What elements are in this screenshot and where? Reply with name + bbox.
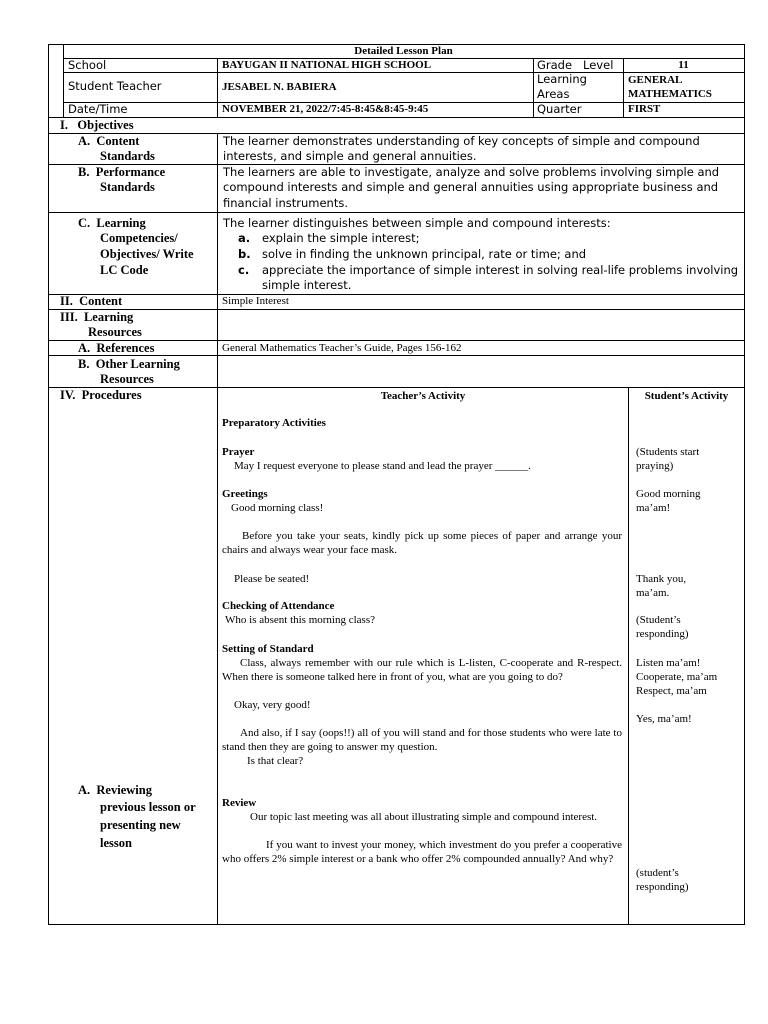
- competencies-label-1: C. Learning: [78, 216, 146, 230]
- preparatory-activities-title: Preparatory Activities: [222, 417, 326, 429]
- competencies-intro: The learner distinguishes between simple and compound interests:: [223, 216, 611, 230]
- item-c-text-2: simple interest.: [262, 278, 352, 292]
- greetings-title: Greetings: [222, 488, 268, 500]
- student-teacher-value: JESABEL N. BABIERA: [222, 81, 337, 93]
- student-listen: Listen ma’am!: [636, 657, 701, 669]
- school-label: School: [68, 58, 107, 72]
- performance-standards-label-1: B. Performance: [78, 165, 166, 179]
- lesson-plan-title: Detailed Lesson Plan: [354, 45, 453, 57]
- invest-question-text: If you want to invest your money, which investment do you prefer a cooperative who offers 2% simple interest or a bank who offer 2% compounded annually? And why?: [222, 839, 622, 865]
- content-standards-text-2: interests, and simple and general annuities.: [223, 149, 477, 163]
- okay-good-text: Okay, very good!: [234, 699, 311, 711]
- quarter-label: Quarter: [537, 102, 582, 116]
- student-responding2-2: responding): [636, 881, 689, 893]
- student-yes: Yes, ma’am!: [636, 713, 692, 725]
- other-resources-label-1: B. Other Learning: [78, 357, 180, 371]
- student-cooperate: Cooperate, ma’am: [636, 671, 718, 683]
- procedures-heading: IV. Procedures: [60, 388, 142, 402]
- grade-value: 11: [678, 59, 689, 71]
- review-text: Our topic last meeting was all about illustrating simple and compound interest.: [250, 811, 598, 823]
- grade-label: Grade Level: [537, 58, 614, 72]
- student-prayer-1: (Students start: [636, 446, 700, 458]
- competencies-label-4: LC Code: [100, 263, 149, 277]
- content-standards-text-1: The learner demonstrates understanding of key concepts of simple and compound: [223, 134, 700, 148]
- attendance-title: Checking of Attendance: [222, 600, 335, 612]
- review-title: Review: [222, 797, 257, 809]
- student-greet-1: Good morning: [636, 488, 701, 500]
- performance-standards-text-1: The learners are able to investigate, analyze and solve problems involving simple and: [223, 165, 720, 179]
- learning-areas-label-2: Areas: [537, 87, 570, 101]
- item-c-text-1: appreciate the importance of simple interest in solving real-life problems involving: [262, 263, 739, 277]
- reviewing-label-2: previous lesson or: [100, 800, 196, 814]
- date-time-label: Date/Time: [68, 102, 128, 116]
- learning-areas-label-1: Learning: [537, 72, 587, 86]
- attendance-text: Who is absent this morning class?: [225, 614, 376, 626]
- oops-rule-text: And also, if I say (oops!!) all of you will stand and for those students who were late to stand then they are going to answer my question.: [222, 727, 622, 753]
- student-responding2-1: (student’s: [636, 867, 679, 879]
- setting-standard-title: Setting of Standard: [222, 643, 314, 655]
- reviewing-label-3: presenting new: [100, 818, 181, 832]
- content-heading: II. Content: [60, 294, 123, 308]
- competencies-label-2: Competencies/: [100, 231, 178, 245]
- reviewing-label-4: lesson: [100, 836, 132, 850]
- resources-heading-1: III. Learning: [60, 310, 134, 324]
- student-teacher-label: Student Teacher: [68, 79, 162, 93]
- item-a-text: explain the simple interest;: [262, 231, 420, 245]
- references-label: A. References: [78, 341, 155, 355]
- student-responding-1: (Student’s: [636, 614, 681, 626]
- be-seated-text: Please be seated!: [234, 573, 310, 585]
- performance-standards-label-2: Standards: [100, 180, 155, 194]
- student-responding-2: responding): [636, 628, 689, 640]
- competencies-label-3: Objectives/ Write: [100, 247, 194, 261]
- performance-standards-text-2: compound interests and simple and general annuities using appropriate business and: [223, 180, 719, 194]
- school-value: BAYUGAN II NATIONAL HIGH SCHOOL: [222, 59, 432, 71]
- learning-areas-value-1: GENERAL: [628, 74, 683, 86]
- student-activity-header: Student’s Activity: [644, 390, 729, 402]
- prayer-text: May I request everyone to please stand and lead the prayer ______.: [234, 460, 531, 472]
- setting-standard-text: Class, always remember with our rule which is L-listen, C-cooperate and R-respect. When there is someone talked here in front of you, what are you going to do?: [222, 657, 622, 683]
- date-time-value: NOVEMBER 21, 2022/7:45-8:45&8:45-9:45: [222, 103, 429, 115]
- learning-areas-value-2: MATHEMATICS: [628, 88, 712, 100]
- content-standards-label-2: Standards: [100, 149, 155, 163]
- content-value: Simple Interest: [222, 295, 289, 307]
- is-clear-text: Is that clear?: [247, 755, 304, 767]
- references-value: General Mathematics Teacher’s Guide, Pages 156-162: [222, 342, 462, 354]
- item-a-letter: a.: [238, 231, 251, 245]
- content-standards-label-1: A. Content: [78, 134, 140, 148]
- reviewing-label-1: A. Reviewing: [78, 783, 152, 797]
- item-b-letter: b.: [238, 247, 251, 261]
- before-seats-text: Before you take your seats, kindly pick up some pieces of paper and arrange your chairs and always wear your face mask.: [222, 530, 622, 556]
- objectives-heading: I. Objectives: [60, 118, 134, 132]
- quarter-value: FIRST: [628, 103, 661, 115]
- student-respect: Respect, ma’am: [636, 685, 707, 697]
- teacher-activity-header: Teacher’s Activity: [380, 390, 466, 402]
- prayer-title: Prayer: [222, 446, 255, 458]
- greetings-text: Good morning class!: [231, 502, 324, 514]
- performance-standards-text-3: financial instruments.: [223, 196, 349, 210]
- student-thank-2: ma’am.: [636, 587, 670, 599]
- student-prayer-2: praying): [636, 460, 674, 472]
- other-resources-label-2: Resources: [100, 372, 154, 386]
- item-c-letter: c.: [238, 263, 250, 277]
- student-thank-1: Thank you,: [636, 573, 687, 585]
- item-b-text: solve in finding the unknown principal, rate or time; and: [262, 247, 587, 261]
- resources-heading-2: Resources: [88, 325, 142, 339]
- student-greet-2: ma’am!: [636, 502, 671, 514]
